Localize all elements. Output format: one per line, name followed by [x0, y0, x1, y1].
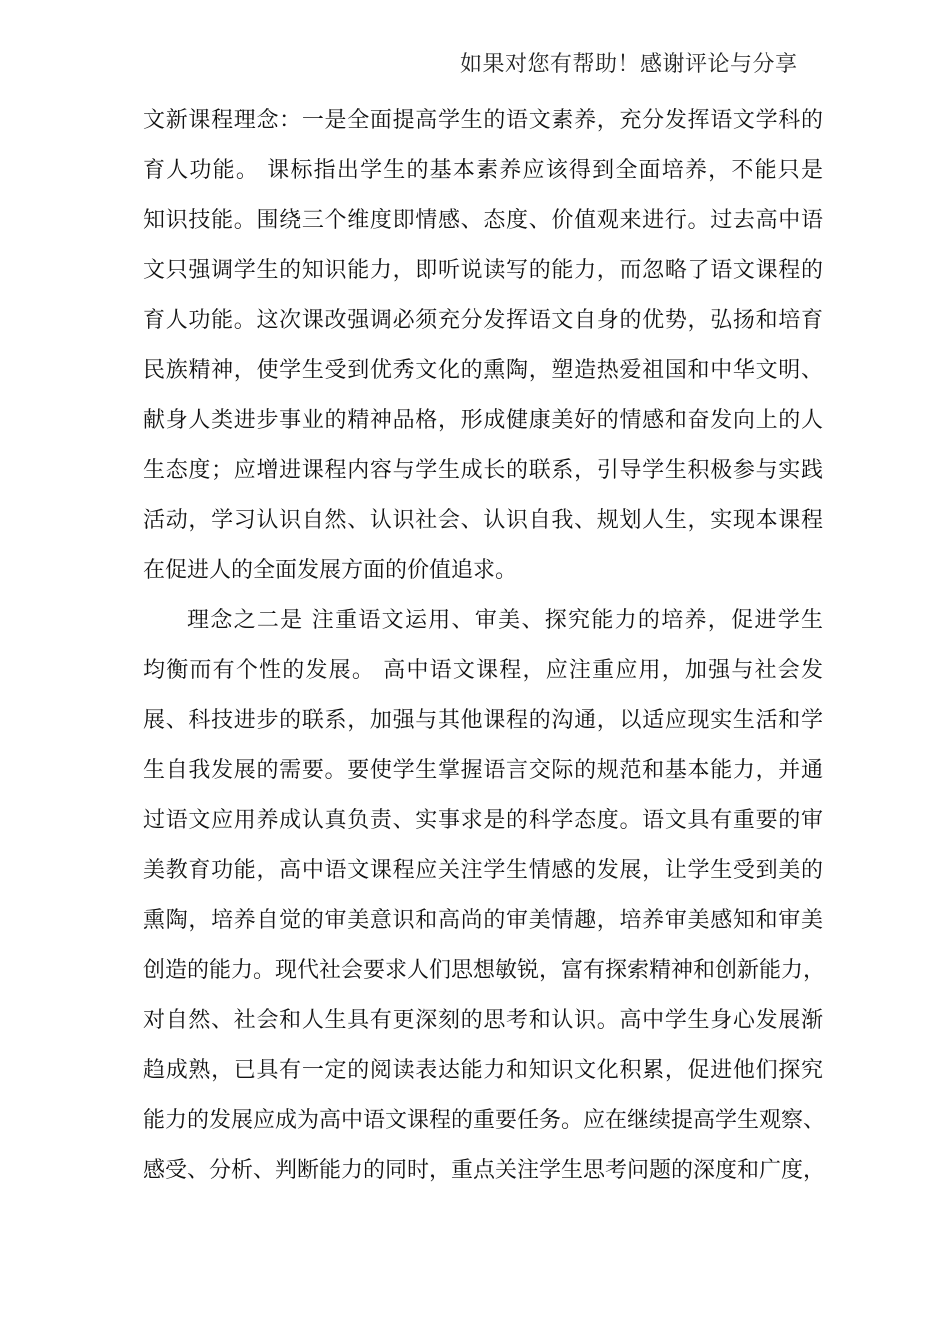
- text-line: 过语文应用养成认真负责、实事求是的科学态度。语文具有重要的审: [143, 808, 823, 833]
- header-note: 如果对您有帮助！感谢评论与分享: [460, 52, 798, 77]
- text-line: 对自然、社会和人生具有更深刻的思考和认识。高中学生身心发展渐: [143, 1008, 823, 1033]
- text-line: 献身人类进步事业的精神品格，形成健康美好的情感和奋发向上的人: [143, 408, 823, 433]
- text-line: 趋成熟，已具有一定的阅读表达能力和知识文化积累，促进他们探究: [143, 1058, 823, 1083]
- text-line: 熏陶，培养自觉的审美意识和高尚的审美情趣，培养审美感知和审美: [143, 908, 823, 933]
- text-line: 生自我发展的需要。要使学生掌握语言交际的规范和基本能力，并通: [143, 758, 823, 783]
- text-line: 在促进人的全面发展方面的价值追求。: [143, 558, 518, 583]
- text-line: 创造的能力。现代社会要求人们思想敏锐，富有探索精神和创新能力，: [143, 958, 826, 983]
- paragraph-2: [143, 596, 826, 1196]
- text-line: 知识技能。围绕三个维度即情感、态度、价值观来进行。过去高中语: [143, 208, 823, 233]
- text-line: 育人功能。 课标指出学生的基本素养应该得到全面培养，不能只是: [143, 158, 823, 183]
- text-line: 展、科技进步的联系，加强与其他课程的沟通，以适应现实生活和学: [143, 708, 823, 733]
- document-body: [143, 96, 826, 1196]
- paragraph-1: [143, 96, 823, 596]
- text-line: 生态度；应增进课程内容与学生成长的联系，引导学生积极参与实践: [143, 458, 823, 483]
- text-line: 感受、分析、判断能力的同时，重点关注学生思考问题的深度和广度，: [143, 1158, 826, 1183]
- text-line: 育人功能。这次课改强调必须充分发挥语文自身的优势，弘扬和培育: [143, 308, 823, 333]
- text-line: 理念之二是 注重语文运用、审美、探究能力的培养，促进学生: [187, 608, 823, 633]
- text-line: 能力的发展应成为高中语文课程的重要任务。应在继续提高学生观察、: [143, 1108, 826, 1133]
- text-line: 美教育功能，高中语文课程应关注学生情感的发展，让学生受到美的: [143, 858, 823, 883]
- text-line: 活动，学习认识自然、认识社会、认识自我、规划人生，实现本课程: [143, 508, 823, 533]
- text-line: 文新课程理念：一是全面提高学生的语文素养，充分发挥语文学科的: [143, 108, 823, 133]
- text-line: 均衡而有个性的发展。 高中语文课程，应注重应用，加强与社会发: [143, 658, 823, 683]
- text-line: 民族精神，使学生受到优秀文化的熏陶，塑造热爱祖国和中华文明、: [143, 358, 823, 383]
- text-line: 文只强调学生的知识能力，即听说读写的能力，而忽略了语文课程的: [143, 258, 823, 283]
